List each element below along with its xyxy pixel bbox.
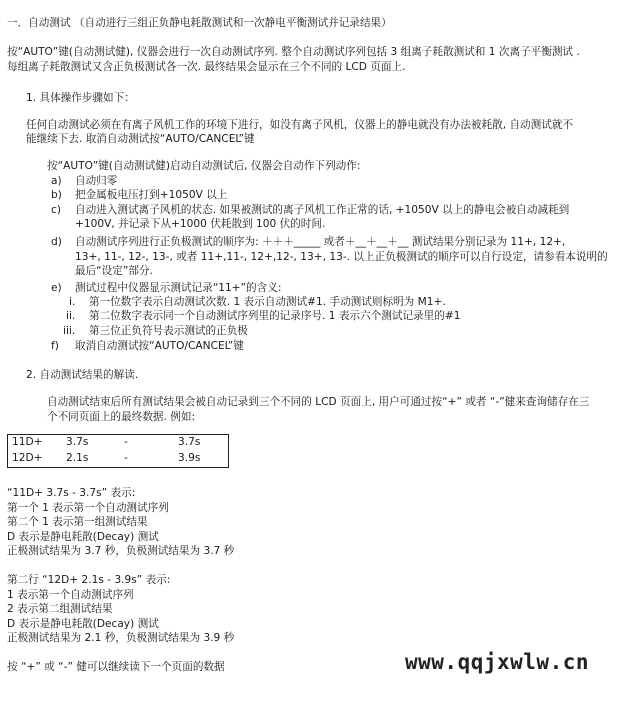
step1-note-line-1: 任何自动测试必须在有离子风机工作的环境下进行，如没有离子风机，仪器上的静电就没有办法被耗散, 自动测试就不 xyxy=(26,119,574,131)
section-title: 一．自动测试 （自动进行三组正负静电耗散测试和一次静电平衡测试并记录结果） xyxy=(7,17,392,29)
sub-item-ii-marker: ii. xyxy=(66,310,76,322)
sub-item-i-text: 第一位数字表示自动测试次数. 1 表示自动测试#1. 手动测试则标明为 M1+. xyxy=(89,296,446,308)
footer-text: 按 “+” 或 “-” 健可以继续读下一个页面的数据 xyxy=(7,661,225,673)
item-a-marker: a) xyxy=(51,175,62,187)
sub-item-i-marker: i. xyxy=(69,296,76,308)
table-cell-negative: 3.9s xyxy=(178,452,201,465)
explain1-line-4: D 表示是静电耗散(Decay) 测试 xyxy=(7,531,159,543)
table-row xyxy=(8,451,229,468)
item-f-marker: f) xyxy=(51,340,59,352)
table-row xyxy=(8,435,229,452)
item-c-text-1: 自动进入测试离子风机的状态. 如果被测试的离子风机工作正常的话, +1050V 以上的静电会被自动减耗到 xyxy=(75,204,570,216)
table-cell-id: 12D+ xyxy=(12,452,43,465)
table-cell-negative: 3.7s xyxy=(178,436,201,449)
explain1-line-2: 第一个 1 表示第一个自动测试序列 xyxy=(7,502,169,514)
table-cell-separator: - xyxy=(124,452,128,465)
step2-text-line-1: 自动测试结束后所有测试结果会被自动记录到三个不同的 LCD 页面上, 用户可通过按“+” 或者 “-”健来查询储存在三 xyxy=(47,396,590,408)
item-e-text: 测试过程中仪器显示测试记录“11+”的含义: xyxy=(75,282,282,294)
item-a-text: 自动归零 xyxy=(75,175,118,187)
step2-text-line-2: 个不同页面上的最终数据. 例如: xyxy=(47,411,196,423)
step1-note-line-2: 能继续下去. 取消自动测试按“AUTO/CANCEL”键 xyxy=(26,133,255,145)
item-f-text: 取消自动测试按“AUTO/CANCEL”键 xyxy=(75,340,244,352)
explain2-line-3: 2 表示第二组测试结果 xyxy=(7,603,113,615)
table-cell-id: 11D+ xyxy=(12,436,43,449)
item-d-text-2: 13+, 11-, 12-, 13-, 或者 11+,11-, 12+,12-, 13+, 13-. 以上正负极测试的顺序可以自行设定，请参看本说明的 xyxy=(75,251,608,263)
result-table xyxy=(7,434,229,468)
item-b-marker: b) xyxy=(51,189,62,201)
table-cell-positive: 2.1s xyxy=(66,452,89,465)
table-cell-positive: 3.7s xyxy=(66,436,89,449)
explain2-line-4: D 表示是静电耗散(Decay) 测试 xyxy=(7,618,159,630)
sub-item-iii-marker: iii. xyxy=(63,325,76,337)
sub-item-ii-text: 第二位数字表示同一个自动测试序列里的记录序号. 1 表示六个测试记录里的#1 xyxy=(89,310,461,322)
item-b-text: 把金属板电压打到+1050V 以上 xyxy=(75,189,228,201)
item-d-marker: d) xyxy=(51,236,62,248)
item-c-text-2: +100V, 并记录下从+1000 伏耗散到 100 伏的时间. xyxy=(75,218,326,230)
explain1-line-5: 正极测试结果为 3.7 秒，负极测试结果为 3.7 秒 xyxy=(7,545,235,557)
start-line: 按“AUTO”键(自动测试健)启动自动测试后, 仪器会自动作下列动作: xyxy=(47,160,361,172)
item-c-marker: c) xyxy=(51,204,61,216)
item-d-text-1: 自动测试序列进行正负极测试的顺序为: ＋＋＋_____ 或者＋__＋__＋__ 测试结果分别记录为 11+, 12+, xyxy=(75,236,566,248)
explain1-line-3: 第二个 1 表示第一组测试结果 xyxy=(7,516,148,528)
item-d-text-3: 最后“设定”部分. xyxy=(75,265,153,277)
table-cell-separator: - xyxy=(124,436,128,449)
item-e-marker: e) xyxy=(51,282,62,294)
explain2-line-1: 第二行 “12D+ 2.1s - 3.9s” 表示: xyxy=(7,574,171,586)
watermark: www.qqjxwlw.cn xyxy=(405,650,590,674)
explain2-line-5: 正极测试结果为 2.1 秒，负极测试结果为 3.9 秒 xyxy=(7,632,235,644)
step2-heading: 2. 自动测试结果的解读. xyxy=(26,369,139,381)
intro-line-2: 每组离子耗散测试又含正负极测试各一次. 最终结果会显示在三个不同的 LCD 页面上. xyxy=(7,61,406,73)
sub-item-iii-text: 第三位正负符号表示测试的正负极 xyxy=(89,325,248,337)
explain2-line-2: 1 表示第一个自动测试序列 xyxy=(7,589,134,601)
explain1-line-1: “11D+ 3.7s - 3.7s” 表示: xyxy=(7,487,136,499)
step1-heading: 1. 具体操作步骤如下： xyxy=(26,92,135,104)
intro-line-1: 按“AUTO”键(自动测试健), 仪器会进行一次自动测试序列. 整个自动测试序列包括 3 组离子耗散测试和 1 次离子平衡测试 . xyxy=(7,46,580,58)
